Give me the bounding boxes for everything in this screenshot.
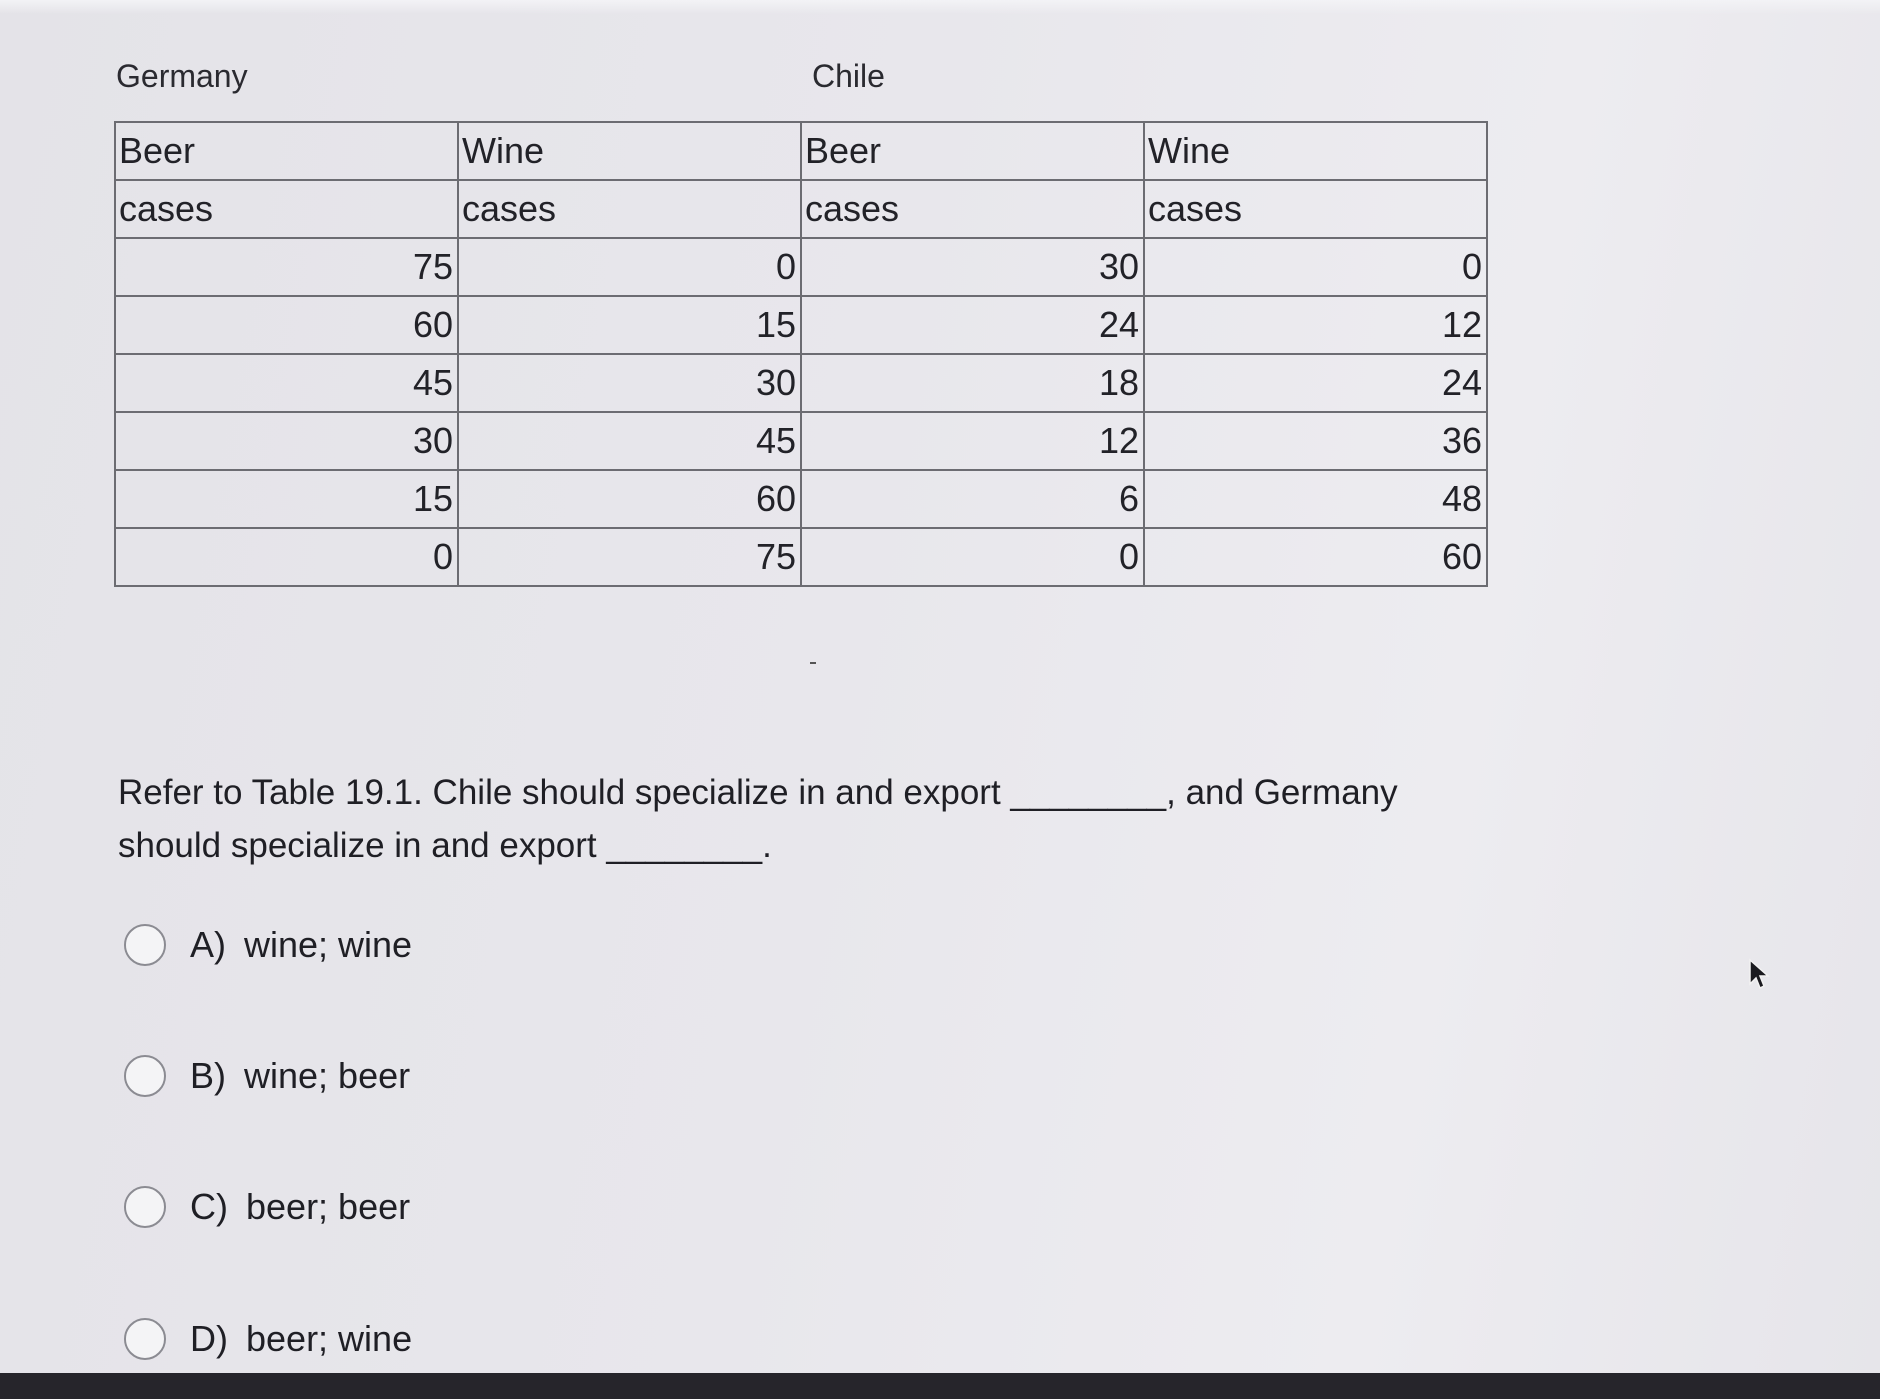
table-row: [115, 412, 1487, 470]
germany-heading-text: Germany: [116, 58, 248, 94]
header-germany-wine: Wine: [458, 122, 801, 180]
table-row: [115, 528, 1487, 586]
table-cell: 30: [458, 354, 801, 412]
table-cell: 60: [115, 296, 458, 354]
option-text: wine; beer: [244, 1055, 411, 1096]
option-d[interactable]: [124, 1318, 412, 1360]
option-letter: D): [190, 1318, 228, 1359]
table-cell: 48: [1144, 470, 1487, 528]
table-cell: 0: [801, 528, 1144, 586]
option-b[interactable]: [124, 1055, 410, 1097]
units-germany-wine: cases: [458, 180, 801, 238]
table-cell: 18: [801, 354, 1144, 412]
table-row: [115, 296, 1487, 354]
header-germany-beer: Beer: [115, 122, 458, 180]
table-cell: 0: [115, 528, 458, 586]
table-cell: 36: [1144, 412, 1487, 470]
option-text: beer; beer: [246, 1186, 411, 1227]
top-edge: [0, 0, 1880, 14]
table-cell: 24: [1144, 354, 1487, 412]
option-c[interactable]: [124, 1186, 410, 1228]
table-cell: 6: [801, 470, 1144, 528]
germany-heading: [116, 58, 248, 98]
units-chile-wine: cases: [1144, 180, 1487, 238]
chile-heading: [812, 58, 885, 98]
mouse-cursor-icon: [1748, 958, 1772, 992]
table-cell: 45: [115, 354, 458, 412]
units-germany-beer: cases: [115, 180, 458, 238]
table-row: [115, 238, 1487, 296]
production-table: [114, 121, 1488, 587]
chile-heading-text: Chile: [812, 58, 885, 94]
table-cell: 12: [801, 412, 1144, 470]
units-chile-beer: cases: [801, 180, 1144, 238]
table-cell: 30: [115, 412, 458, 470]
table-cell: 60: [1144, 528, 1487, 586]
option-letter: A): [190, 924, 226, 965]
radio-button-icon[interactable]: [124, 924, 166, 966]
table-row: [115, 354, 1487, 412]
table-cell: 24: [801, 296, 1144, 354]
table-cell: 45: [458, 412, 801, 470]
header-chile-wine: Wine: [1144, 122, 1487, 180]
table-cell: 15: [458, 296, 801, 354]
option-text: wine; wine: [244, 924, 413, 965]
radio-button-icon[interactable]: [124, 1318, 166, 1360]
stray-dash: [810, 662, 816, 664]
table-cell: 0: [458, 238, 801, 296]
table-header-row: [115, 122, 1487, 180]
table-units-row: [115, 180, 1487, 238]
table-cell: 75: [115, 238, 458, 296]
screen-bezel: [0, 1373, 1880, 1399]
radio-button-icon[interactable]: [124, 1055, 166, 1097]
option-letter: B): [190, 1055, 226, 1096]
table-row: [115, 470, 1487, 528]
option-a[interactable]: [124, 924, 412, 966]
table-cell: 60: [458, 470, 801, 528]
option-letter: C): [190, 1186, 228, 1227]
question-text: Refer to Table 19.1. Chile should specialize in and export ________, and Germany should specialize in and export ________.: [118, 773, 1398, 865]
table-cell: 0: [1144, 238, 1487, 296]
option-text: beer; wine: [246, 1318, 413, 1359]
radio-button-icon[interactable]: [124, 1186, 166, 1228]
table-cell: 15: [115, 470, 458, 528]
table-cell: 30: [801, 238, 1144, 296]
table-cell: 12: [1144, 296, 1487, 354]
header-chile-beer: Beer: [801, 122, 1144, 180]
table-cell: 75: [458, 528, 801, 586]
